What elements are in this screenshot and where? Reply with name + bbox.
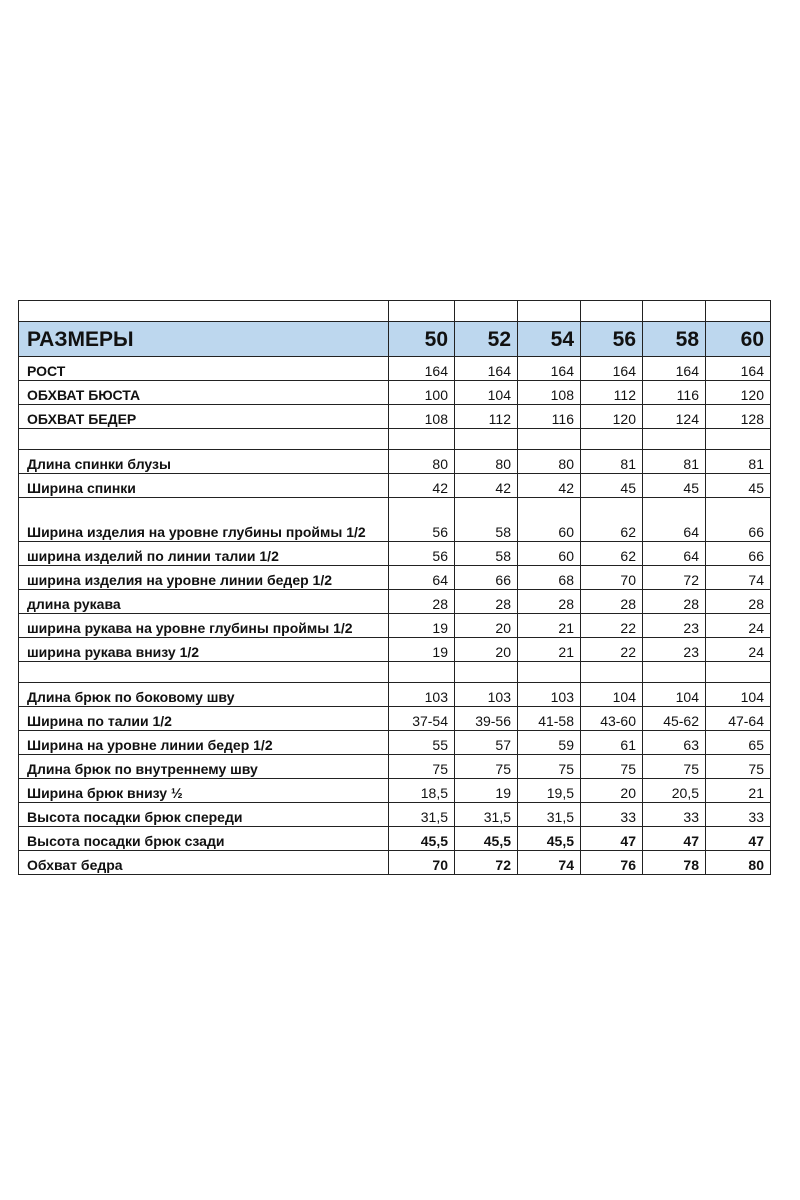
measurement-value: 28 xyxy=(455,590,518,614)
measurement-label: Длина спинки блузы xyxy=(19,450,389,474)
size-header: 58 xyxy=(643,322,706,357)
measurement-value: 47-64 xyxy=(706,707,771,731)
measurement-value: 20,5 xyxy=(643,779,706,803)
measurement-label: Высота посадки брюк сзади xyxy=(19,827,389,851)
measurement-row xyxy=(19,827,771,851)
measurement-value: 23 xyxy=(643,638,706,662)
measurement-value: 164 xyxy=(389,357,455,381)
measurement-value: 45,5 xyxy=(518,827,581,851)
measurement-value: 42 xyxy=(455,474,518,498)
measurement-value: 78 xyxy=(643,851,706,875)
measurement-row xyxy=(19,755,771,779)
measurement-value: 58 xyxy=(455,542,518,566)
measurement-value: 63 xyxy=(643,731,706,755)
measurement-row xyxy=(19,381,771,405)
measurement-value: 20 xyxy=(581,779,643,803)
top-blank-row xyxy=(19,301,771,322)
measurement-value: 47 xyxy=(643,827,706,851)
measurement-row xyxy=(19,614,771,638)
measurement-value: 128 xyxy=(706,405,771,429)
measurement-label: длина рукава xyxy=(19,590,389,614)
blank-separator-row xyxy=(19,429,771,450)
measurement-value: 75 xyxy=(389,755,455,779)
measurement-value: 20 xyxy=(455,638,518,662)
measurement-label: Длина брюк по внутреннему шву xyxy=(19,755,389,779)
measurement-value: 39-56 xyxy=(455,707,518,731)
measurement-value: 164 xyxy=(581,357,643,381)
measurement-row xyxy=(19,474,771,498)
measurement-value: 43-60 xyxy=(581,707,643,731)
size-header: 54 xyxy=(518,322,581,357)
measurement-label: ширина рукава внизу 1/2 xyxy=(19,638,389,662)
measurement-value: 100 xyxy=(389,381,455,405)
measurement-value: 75 xyxy=(455,755,518,779)
measurement-row xyxy=(19,779,771,803)
measurement-value: 61 xyxy=(581,731,643,755)
measurement-value: 31,5 xyxy=(389,803,455,827)
measurement-value: 45,5 xyxy=(455,827,518,851)
measurement-value: 24 xyxy=(706,614,771,638)
measurement-value: 45 xyxy=(643,474,706,498)
measurement-label: Обхват бедра xyxy=(19,851,389,875)
measurement-value: 42 xyxy=(518,474,581,498)
measurement-value: 45 xyxy=(581,474,643,498)
measurement-value: 19,5 xyxy=(518,779,581,803)
measurement-row xyxy=(19,707,771,731)
measurement-row xyxy=(19,450,771,474)
measurement-label: Ширина брюк внизу ½ xyxy=(19,779,389,803)
measurement-value: 104 xyxy=(706,683,771,707)
measurement-value: 72 xyxy=(643,566,706,590)
measurement-value: 103 xyxy=(518,683,581,707)
measurement-value: 28 xyxy=(643,590,706,614)
measurement-row xyxy=(19,405,771,429)
measurement-value: 68 xyxy=(518,566,581,590)
measurement-label: ОБХВАТ БЮСТА xyxy=(19,381,389,405)
measurement-value: 55 xyxy=(389,731,455,755)
measurement-label: Длина брюк по боковому шву xyxy=(19,683,389,707)
measurement-value: 80 xyxy=(706,851,771,875)
measurement-value: 18,5 xyxy=(389,779,455,803)
measurement-row xyxy=(19,683,771,707)
size-header: 60 xyxy=(706,322,771,357)
measurement-value: 28 xyxy=(389,590,455,614)
measurement-value: 164 xyxy=(455,357,518,381)
measurement-value: 164 xyxy=(518,357,581,381)
measurement-value: 108 xyxy=(518,381,581,405)
measurement-value: 75 xyxy=(706,755,771,779)
measurement-value: 37-54 xyxy=(389,707,455,731)
size-header: 52 xyxy=(455,322,518,357)
measurement-value: 19 xyxy=(455,779,518,803)
measurement-value: 103 xyxy=(389,683,455,707)
measurement-value: 104 xyxy=(643,683,706,707)
measurement-label: Ширина спинки xyxy=(19,474,389,498)
measurement-label: ширина изделия на уровне линии бедер 1/2 xyxy=(19,566,389,590)
measurement-row xyxy=(19,731,771,755)
measurement-value: 80 xyxy=(518,450,581,474)
blank-separator-row xyxy=(19,662,771,683)
measurement-value: 33 xyxy=(581,803,643,827)
measurement-row xyxy=(19,357,771,381)
measurement-value: 75 xyxy=(643,755,706,779)
measurement-value: 65 xyxy=(706,731,771,755)
measurement-value: 33 xyxy=(706,803,771,827)
measurement-value: 62 xyxy=(581,542,643,566)
measurement-value: 124 xyxy=(643,405,706,429)
measurement-value: 22 xyxy=(581,614,643,638)
measurement-value: 41-58 xyxy=(518,707,581,731)
measurement-value: 22 xyxy=(581,638,643,662)
measurement-value: 80 xyxy=(455,450,518,474)
measurement-value: 47 xyxy=(706,827,771,851)
measurement-value: 64 xyxy=(389,566,455,590)
measurement-value: 164 xyxy=(706,357,771,381)
measurement-value: 66 xyxy=(706,498,771,542)
measurement-value: 104 xyxy=(455,381,518,405)
measurement-row xyxy=(19,542,771,566)
measurement-value: 81 xyxy=(643,450,706,474)
measurement-label: Ширина изделия на уровне глубины проймы 1/2 xyxy=(19,498,389,542)
measurement-label: ширина рукава на уровне глубины проймы 1/2 xyxy=(19,614,389,638)
measurement-value: 64 xyxy=(643,498,706,542)
measurement-value: 45-62 xyxy=(643,707,706,731)
measurement-value: 42 xyxy=(389,474,455,498)
measurement-value: 19 xyxy=(389,638,455,662)
size-header: 56 xyxy=(581,322,643,357)
measurement-value: 103 xyxy=(455,683,518,707)
header-row xyxy=(19,322,771,357)
measurement-row xyxy=(19,498,771,542)
measurement-value: 21 xyxy=(518,638,581,662)
measurement-value: 57 xyxy=(455,731,518,755)
measurement-value: 76 xyxy=(581,851,643,875)
measurement-value: 66 xyxy=(455,566,518,590)
measurement-value: 74 xyxy=(518,851,581,875)
measurement-value: 28 xyxy=(706,590,771,614)
header-label: РАЗМЕРЫ xyxy=(19,322,389,357)
measurement-value: 19 xyxy=(389,614,455,638)
measurement-value: 56 xyxy=(389,542,455,566)
measurement-value: 58 xyxy=(455,498,518,542)
measurement-row xyxy=(19,566,771,590)
measurement-value: 33 xyxy=(643,803,706,827)
measurement-row xyxy=(19,851,771,875)
measurement-value: 21 xyxy=(706,779,771,803)
measurement-value: 59 xyxy=(518,731,581,755)
measurement-value: 60 xyxy=(518,542,581,566)
measurement-label: РОСТ xyxy=(19,357,389,381)
measurement-value: 64 xyxy=(643,542,706,566)
size-chart-table xyxy=(18,300,771,875)
measurement-value: 45 xyxy=(706,474,771,498)
measurement-value: 31,5 xyxy=(518,803,581,827)
measurement-value: 120 xyxy=(581,405,643,429)
measurement-value: 24 xyxy=(706,638,771,662)
measurement-value: 28 xyxy=(518,590,581,614)
measurement-value: 31,5 xyxy=(455,803,518,827)
measurement-value: 56 xyxy=(389,498,455,542)
measurement-label: Ширина на уровне линии бедер 1/2 xyxy=(19,731,389,755)
measurement-row xyxy=(19,638,771,662)
measurement-value: 70 xyxy=(389,851,455,875)
measurement-value: 62 xyxy=(581,498,643,542)
measurement-value: 20 xyxy=(455,614,518,638)
measurement-row xyxy=(19,803,771,827)
measurement-value: 21 xyxy=(518,614,581,638)
measurement-value: 60 xyxy=(518,498,581,542)
measurement-value: 81 xyxy=(706,450,771,474)
size-header: 50 xyxy=(389,322,455,357)
measurement-value: 81 xyxy=(581,450,643,474)
measurement-label: ОБХВАТ БЕДЕР xyxy=(19,405,389,429)
measurement-value: 70 xyxy=(581,566,643,590)
measurement-value: 75 xyxy=(518,755,581,779)
measurement-value: 104 xyxy=(581,683,643,707)
measurement-label: ширина изделий по линии талии 1/2 xyxy=(19,542,389,566)
measurement-value: 28 xyxy=(581,590,643,614)
measurement-value: 116 xyxy=(518,405,581,429)
measurement-value: 164 xyxy=(643,357,706,381)
measurement-value: 112 xyxy=(581,381,643,405)
measurement-label: Высота посадки брюк спереди xyxy=(19,803,389,827)
measurement-value: 66 xyxy=(706,542,771,566)
measurement-value: 108 xyxy=(389,405,455,429)
measurement-value: 112 xyxy=(455,405,518,429)
measurement-value: 80 xyxy=(389,450,455,474)
measurement-value: 72 xyxy=(455,851,518,875)
measurement-value: 116 xyxy=(643,381,706,405)
measurement-value: 45,5 xyxy=(389,827,455,851)
measurement-value: 120 xyxy=(706,381,771,405)
measurement-value: 75 xyxy=(581,755,643,779)
measurement-row xyxy=(19,590,771,614)
measurement-value: 74 xyxy=(706,566,771,590)
measurement-label: Ширина по талии 1/2 xyxy=(19,707,389,731)
measurement-value: 23 xyxy=(643,614,706,638)
measurement-value: 47 xyxy=(581,827,643,851)
